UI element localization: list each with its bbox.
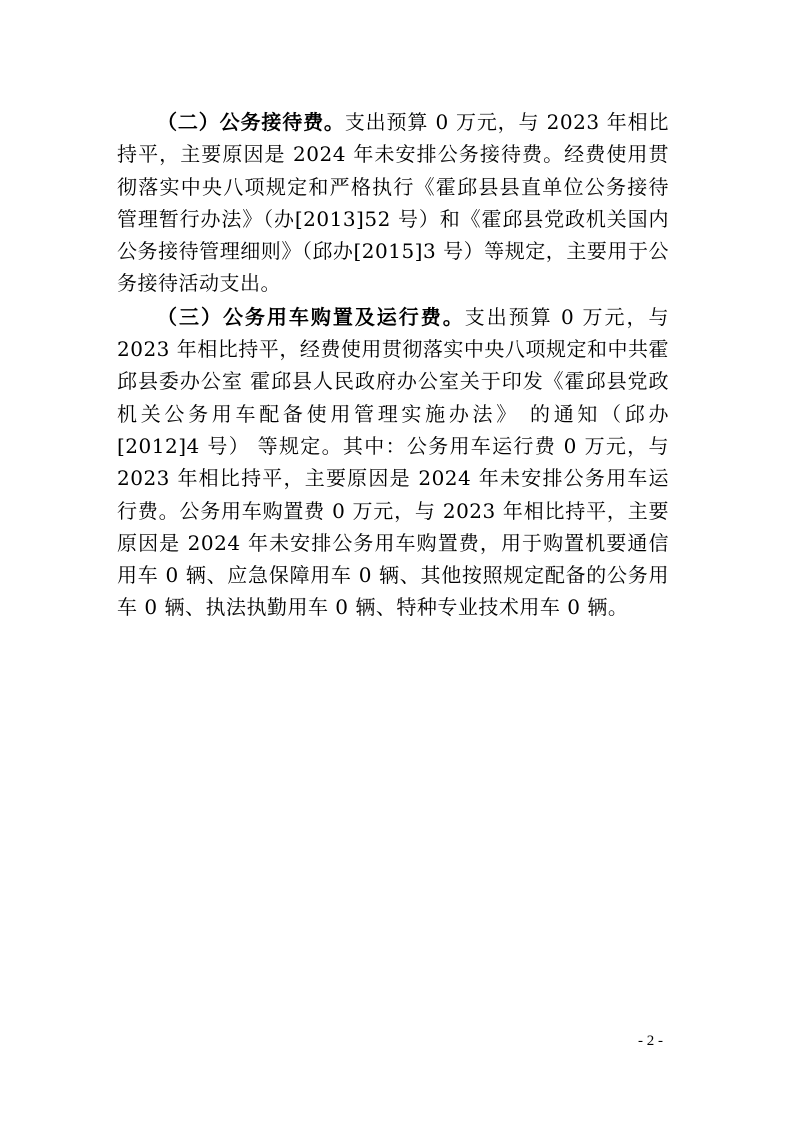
- section-text: 支出预算 0 万元，与 2023 年相比持平，主要原因是 2024 年未安排公务接待费。经费使用贯彻落实中央八项规定和严格执行《霍邱县县直单位公务接待管理暂行办法》（办[2013]52 号）和《霍邱县党政机关国内公务接待管理细则》（邱办[2015]3 号）等规定，主要用于公务接待活动支出。: [117, 110, 670, 296]
- page-number: - 2 -: [638, 1033, 663, 1049]
- section-vehicle-expense: [117, 301, 669, 624]
- section-heading: （三）公务用车购置及运行费。: [157, 304, 465, 329]
- document-body: [117, 106, 669, 624]
- section-text: 支出预算 0 万元，与 2023 年相比持平，经费使用贯彻落实中央八项规定和中共霍邱县委办公室 霍邱县人民政府办公室关于印发《霍邱县党政机关公务用车配备使用管理实施办法》 的通知（邱办[2012]4 号） 等规定。其中：公务用车运行费 0 万元，与 2023 年相比持平，主要原因是 2024 年未安排公务用车运行费。公务用车购置费 0 万元，与 2023 年相比持平，主要原因是 2024 年未安排公务用车购置费，用于购置机要通信用车 0 辆、应急保障用车 0 辆、其他按照规定配备的公务用车 0 辆、执法执勤用车 0 辆、特种专业技术用车 0 辆。: [117, 304, 669, 620]
- section-public-reception: [117, 106, 669, 300]
- section-heading: （二）公务接待费。: [157, 110, 345, 134]
